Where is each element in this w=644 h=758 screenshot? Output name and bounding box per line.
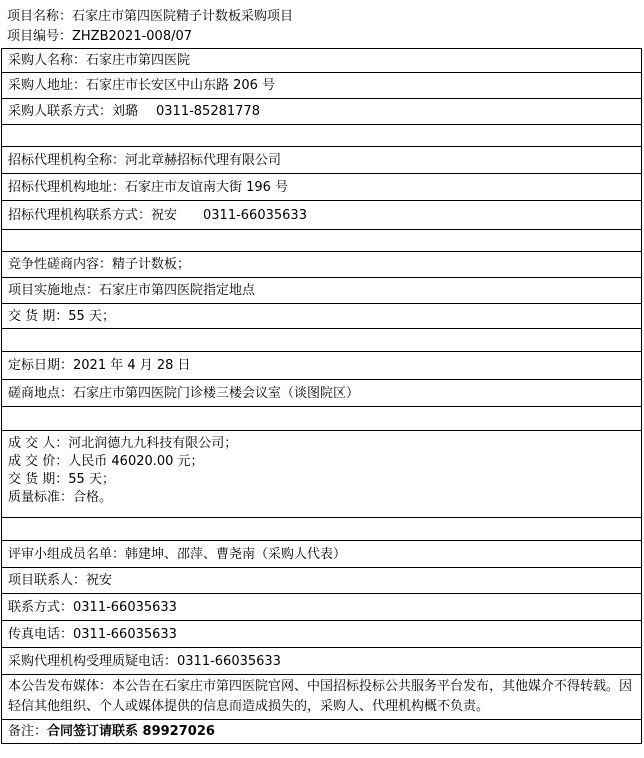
winning-price: 成 交 价：人民币 46020.00 元； <box>8 454 204 469</box>
project-contact: 项目联系人：祝安 <box>2 568 642 594</box>
table-row <box>2 99 642 125</box>
table-row <box>2 675 642 720</box>
agency-name: 招标代理机构全称：河北章赫招标代理有限公司 <box>2 147 642 174</box>
table-row <box>2 541 642 568</box>
table-row <box>2 720 642 744</box>
result-delivery-period: 交 货 期：55 天； <box>8 472 115 487</box>
table-row-empty <box>2 230 642 252</box>
remark-text: 合同签订请联系 89927026 <box>47 724 215 739</box>
procurement-content: 竞争性磋商内容：精子计数板； <box>2 252 642 278</box>
table-row-empty <box>2 329 642 352</box>
table-row <box>2 201 642 230</box>
complaint-phone: 采购代理机构受理质疑电话：0311-66035633 <box>2 648 642 675</box>
table-row-empty <box>2 518 642 541</box>
agency-contact-label: 招标代理机构联系方式：祝安 <box>8 207 178 223</box>
purchaser-contact-phone: 0311-85281778 <box>156 104 260 119</box>
implementation-location: 项目实施地点：石家庄市第四医院指定地点 <box>2 278 642 304</box>
publication-media: 本公告发布媒体：本公告在石家庄市第四医院官网、中国招标投标公共服务平台发布，其他媒介不得转载。因轻信其他组织、个人或媒体提供的信息而造成损失的，采购人、代理机构概不负责。 <box>2 675 642 720</box>
agency-contact <box>2 201 642 230</box>
delivery-period: 交 货 期：55 天； <box>2 304 642 329</box>
purchaser-contact <box>2 99 642 125</box>
table-row <box>2 147 642 174</box>
table-row-empty <box>2 125 642 147</box>
table-row <box>2 174 642 201</box>
award-result <box>2 431 642 518</box>
table-row <box>2 49 642 73</box>
table-row <box>2 352 642 380</box>
table-row <box>2 380 642 407</box>
project-number: 项目编号：ZHZB2021-008/07 <box>7 29 193 44</box>
table-row <box>2 594 642 621</box>
agency-address: 招标代理机构地址：石家庄市友谊南大街 196 号 <box>2 174 642 201</box>
table-row <box>2 73 642 99</box>
fax-number: 传真电话：0311-66035633 <box>2 621 642 648</box>
table-row <box>2 252 642 278</box>
winning-bidder: 成 交 人：河北润德九九科技有限公司； <box>8 436 238 451</box>
table-row <box>2 621 642 648</box>
quality-standard: 质量标准：合格。 <box>8 490 113 505</box>
purchaser-contact-label: 采购人联系方式：刘璐 <box>8 104 139 119</box>
negotiation-venue: 磋商地点：石家庄市第四医院门诊楼三楼会议室（谈图院区） <box>2 380 642 407</box>
purchaser-name: 采购人名称：石家庄市第四医院 <box>2 49 642 73</box>
table-row <box>2 568 642 594</box>
table-row-empty <box>2 407 642 431</box>
table-row <box>2 304 642 329</box>
table-row <box>2 648 642 675</box>
review-members: 评审小组成员名单：韩建坤、邵萍、曹尧南（采购人代表） <box>2 541 642 568</box>
agency-contact-phone: 0311-66035633 <box>203 207 307 223</box>
remark-label: 备注： <box>8 724 48 739</box>
contact-phone: 联系方式：0311-66035633 <box>2 594 642 621</box>
remark <box>2 720 642 744</box>
purchaser-address: 采购人地址：石家庄市长安区中山东路 206 号 <box>2 73 642 99</box>
award-date: 定标日期：2021 年 4 月 28 日 <box>2 352 642 380</box>
project-name: 项目名称：石家庄市第四医院精子计数板采购项目 <box>7 9 294 24</box>
table-row <box>2 431 642 518</box>
announcement-table <box>1 48 642 744</box>
table-row <box>2 278 642 304</box>
